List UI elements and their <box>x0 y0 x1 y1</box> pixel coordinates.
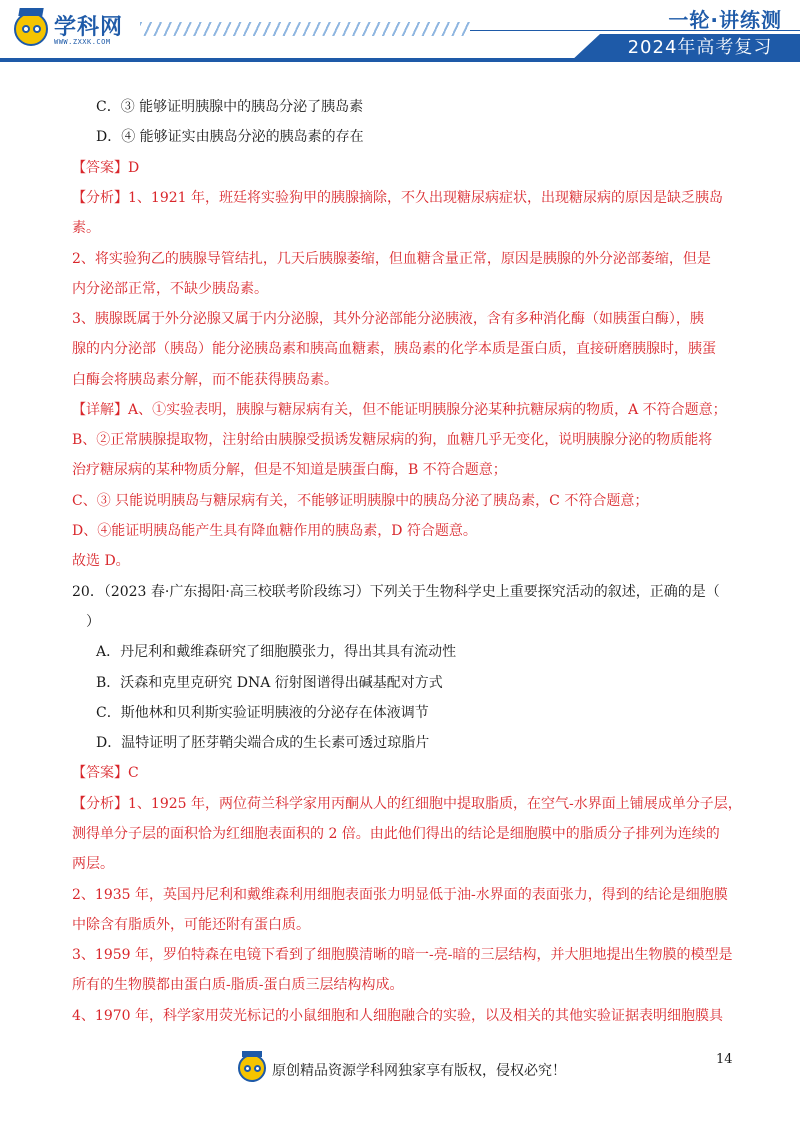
q19-analysis-line: 3、胰腺既属于外分泌腺又属于内分泌腺，其外分泌部能分泌胰液，含有多种消化酶（如胰蛋白酶），胰 <box>72 311 704 327</box>
q20-analysis-line: 3、1959 年，罗伯特森在电镜下看到了细胞膜清晰的暗一-亮-暗的三层结构，并大胆地提出生物膜的模型是 <box>72 947 733 963</box>
owl-mascot-icon <box>14 12 48 46</box>
q20-analysis-line: 测得单分子层的面积恰为红细胞表面积的 2 倍。由此他们得出的结论是细胞膜中的脂质分子排列为连续的 <box>72 826 720 842</box>
q19-detail-line: 治疗糖尿病的某种物质分解，但是不知道是胰蛋白酶，B 不符合题意； <box>72 462 507 478</box>
q19-analysis-line: 2、将实验狗乙的胰腺导管结扎，几天后胰腺萎缩，但血糖含量正常，原因是胰腺的外分泌部萎缩，但是 <box>72 251 711 267</box>
logo-url: WWW.ZXXK.COM <box>54 38 111 46</box>
q20-analysis-line: 中除含有脂质外，可能还附有蛋白质。 <box>72 917 310 933</box>
q20-stem: 20．（2023 春·广东揭阳·高三校联考阶段练习）下列关于生物科学史上重要探究活动的叙述，正确的是（ <box>72 584 720 600</box>
q20-analysis-line: 两层。 <box>72 856 114 872</box>
q20-stem: ） <box>86 614 100 630</box>
q20-option-a: A．丹尼利和戴维森研究了细胞膜张力，得出其具有流动性 <box>96 644 457 660</box>
decorative-stripes <box>140 22 470 36</box>
q19-detail-line: D、④能证明胰岛能产生具有降血糖作用的胰岛素，D 符合题意。 <box>72 523 477 539</box>
q19-option-c: C．③ 能够证明胰腺中的胰岛分泌了胰岛素 <box>96 99 364 115</box>
zxxk-logo <box>14 8 134 52</box>
q20-analysis-line: 2、1935 年，英国丹尼利和戴维森利用细胞表面张力明显低于油-水界面的表面张力，得到的结论是细胞膜 <box>72 887 728 903</box>
logo-text: 学科网 <box>54 15 124 40</box>
exam-year-tag: 2024年高考复习 <box>600 34 800 62</box>
q19-analysis-line: 【分析】1、1921 年，班廷将实验狗甲的胰腺摘除，不久出现糖尿病症状，出现糖尿病的原因是缺乏胰岛 <box>72 190 723 206</box>
q19-choice: 故选 D。 <box>72 553 130 569</box>
q19-answer: 【答案】D <box>72 160 140 176</box>
q19-analysis-line: 腺的内分泌部（胰岛）能分泌胰岛素和胰高血糖素，胰岛素的化学本质是蛋白质，直接研磨胰腺时，胰蛋 <box>72 341 716 357</box>
q19-detail-line: C、③ 只能说明胰岛与糖尿病有关，不能够证明胰腺中的胰岛分泌了胰岛素，C 不符合题意； <box>72 493 649 509</box>
q19-detail-line: 【详解】A、①实验表明，胰腺与糖尿病有关，但不能证明胰腺分泌某种抗糖尿病的物质，A 不符合题意； <box>72 402 727 418</box>
copyright-notice: 原创精品资源学科网独家享有版权，侵权必究！ <box>272 1063 566 1079</box>
q20-option-b: B．沃森和克里克研究 DNA 衍射图谱得出碱基配对方式 <box>96 675 443 691</box>
q20-analysis-line: 所有的生物膜都由蛋白质-脂质-蛋白质三层结构构成。 <box>72 977 404 993</box>
q19-analysis-line: 素。 <box>72 220 100 236</box>
q19-analysis-line: 内分泌部正常，不缺少胰岛素。 <box>72 281 268 297</box>
q19-analysis-line: 白酶会将胰岛素分解，而不能获得胰岛素。 <box>72 372 338 388</box>
q19-detail-line: B、②正常胰腺提取物，注射给由胰腺受损诱发糖尿病的狗，血糖几乎无变化，说明胰腺分泌的物质能将 <box>72 432 713 448</box>
owl-mascot-icon <box>238 1054 266 1082</box>
q20-analysis-line: 【分析】1、1925 年，两位荷兰科学家用丙酮从人的红细胞中提取脂质，在空气-水界面上铺展成单分子层， <box>72 796 742 812</box>
q19-option-d: D．④ 能够证实由胰岛分泌的胰岛素的存在 <box>96 129 364 145</box>
series-tag: 一轮·讲练测 <box>668 8 782 32</box>
q20-option-d: D．温特证明了胚芽鞘尖端合成的生长素可透过琼脂片 <box>96 735 430 751</box>
q20-analysis-line: 4、1970 年，科学家用荧光标记的小鼠细胞和人细胞融合的实验，以及相关的其他实验证据表明细胞膜具 <box>72 1008 723 1024</box>
q20-answer: 【答案】C <box>72 765 139 781</box>
page-header <box>0 0 800 66</box>
q20-option-c: C．斯他林和贝利斯实验证明胰液的分泌存在体液调节 <box>96 705 429 721</box>
page-number: 14 <box>716 1052 733 1067</box>
header-bar <box>0 58 800 62</box>
